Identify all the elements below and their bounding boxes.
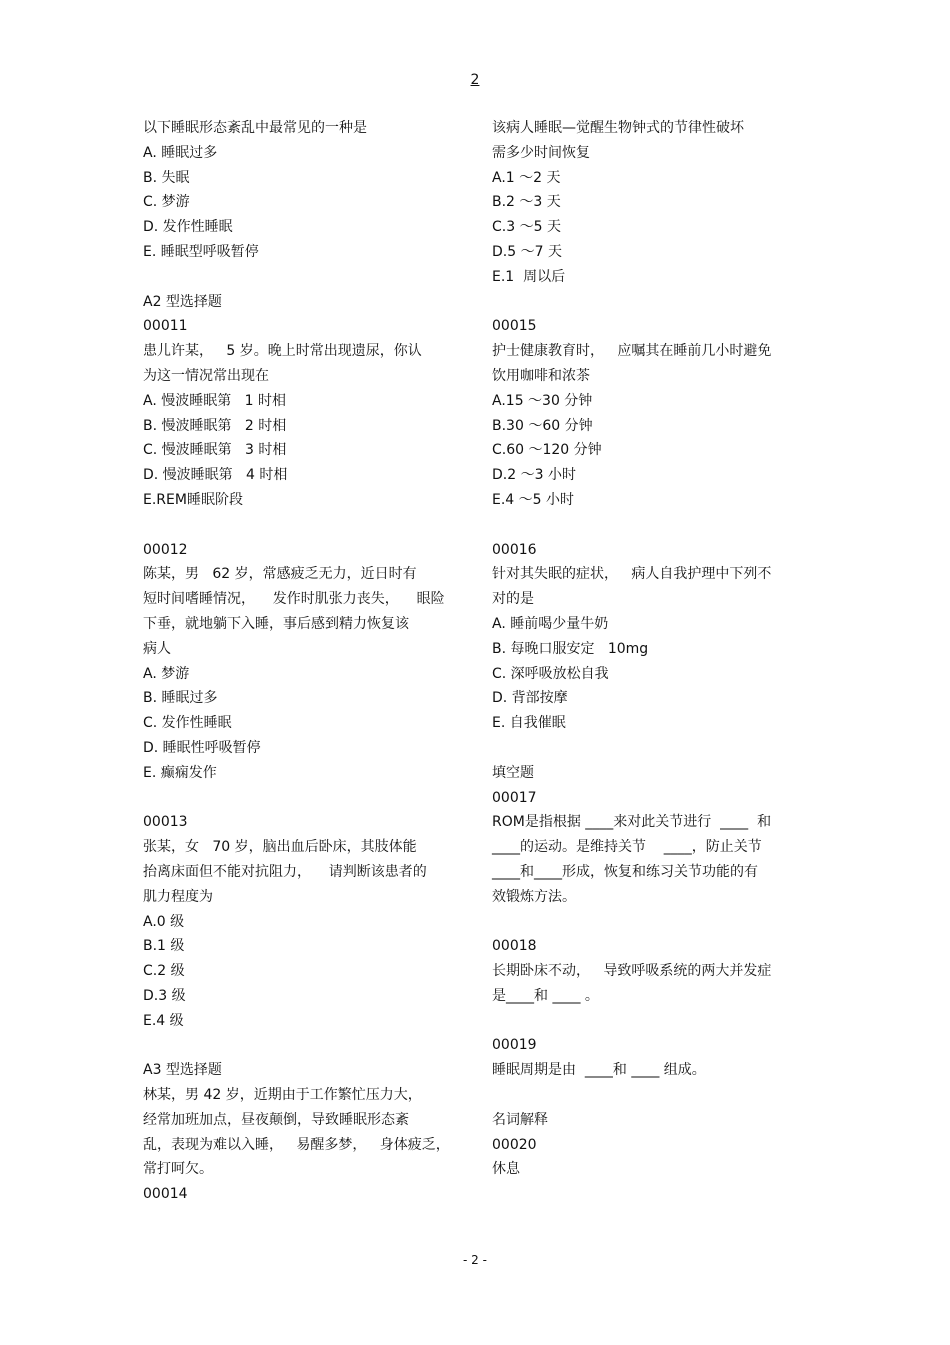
right-column-line: D.2 ～3 小时 <box>492 467 576 484</box>
left-column-line: A2 型选择题 <box>143 293 222 310</box>
left-column-line <box>143 513 463 538</box>
left-column-line: B. 睡眠过多 <box>143 690 218 707</box>
right-column-line: ROM是指根据 ____来对此关节进行 ____ 和 <box>492 814 772 831</box>
right-column-line: 效锻炼方法。 <box>492 888 576 905</box>
right-column-line: 休息 <box>492 1161 520 1178</box>
right-column-line: A. 睡前喝少量牛奶 <box>492 615 609 632</box>
page-number-top <box>0 70 950 90</box>
page-footer <box>0 1250 950 1270</box>
right-column-line: C.3 ～5 天 <box>492 219 561 236</box>
page-number-text: 2 <box>470 72 480 88</box>
right-column-line: B.30 ～60 分钟 <box>492 417 593 434</box>
left-column-line: E.4 级 <box>143 1012 184 1029</box>
right-column-line: 对的是 <box>492 591 534 608</box>
left-column-line: C.2 级 <box>143 963 185 980</box>
right-column-line: 护士健康教育时， 应嘱其在睡前几小时避免 <box>492 343 772 360</box>
left-column-line: D. 发作性睡眠 <box>143 219 233 236</box>
right-column-line: 00017 <box>492 789 537 806</box>
left-column-line <box>143 1033 463 1058</box>
left-column-line: 乱，表现为难以入睡， 易醒多梦， 身体疲乏， <box>143 1136 450 1153</box>
left-column-line: D. 睡眠性呼吸暂停 <box>143 739 261 756</box>
left-column-line: 00011 <box>143 318 188 335</box>
left-column-line <box>143 265 463 290</box>
left-column-line: E. 癫痫发作 <box>143 764 217 781</box>
right-column-line: 长期卧床不动， 导致呼吸系统的两大并发症 <box>492 963 772 980</box>
right-column-line: 是____和 ____ 。 <box>492 987 599 1004</box>
left-column-line: 为这一情况常出现在 <box>143 367 269 384</box>
left-column <box>143 116 463 1207</box>
left-column-line: 下垂，就地躺下入睡，事后感到精力恢复该 <box>143 615 409 632</box>
right-column-line: 睡眠周期是由 ____和 ____ 组成。 <box>492 1062 706 1079</box>
right-column-line: 该病人睡眠—觉醒生物钟式的节律性破坏 <box>492 120 744 136</box>
left-column-line: A. 睡眠过多 <box>143 144 218 161</box>
left-column-line: 00012 <box>143 541 188 558</box>
right-column-line: 00019 <box>492 1037 537 1054</box>
left-column-line <box>143 786 463 811</box>
left-column-line: 00014 <box>143 1186 188 1203</box>
footer-page-label: - 2 - <box>463 1253 487 1267</box>
right-column-line: 名词解释 <box>492 1111 548 1128</box>
right-column-line: D. 背部按摩 <box>492 690 568 707</box>
left-column-line: D. 慢波睡眠第 4 时相 <box>143 467 288 484</box>
right-column-line <box>492 1009 822 1034</box>
left-column-line: 患儿许某， 5 岁。晚上时常出现遗尿，你认 <box>143 343 422 360</box>
left-column-line: B. 失眠 <box>143 169 190 186</box>
left-column-line: D.3 级 <box>143 987 186 1004</box>
left-column-line: 常打呵欠。 <box>143 1161 213 1178</box>
left-column-line: A. 梦游 <box>143 665 190 682</box>
left-column-line: 肌力程度为 <box>143 888 213 905</box>
left-column-line: A. 慢波睡眠第 1 时相 <box>143 392 286 409</box>
right-column-line <box>492 910 822 935</box>
left-column-line: B. 慢波睡眠第 2 时相 <box>143 417 287 434</box>
right-column-line: 饮用咖啡和浓茶 <box>492 367 590 384</box>
left-column-line: 张某，女 70 岁，脑出血后卧床，其肢体能 <box>143 839 417 856</box>
right-column-line: C.60 ～120 分钟 <box>492 442 602 459</box>
left-column-line: 病人 <box>143 640 171 657</box>
left-column-line: C. 发作性睡眠 <box>143 715 232 732</box>
right-column-line: E.4 ～5 小时 <box>492 491 575 508</box>
right-column-line: E. 自我催眠 <box>492 715 566 732</box>
left-column-line: A3 型选择题 <box>143 1062 222 1079</box>
right-column-line: D.5 ～7 天 <box>492 243 562 260</box>
left-column-line: 陈某，男 62 岁，常感疲乏无力，近日时有 <box>143 566 417 583</box>
left-column-line: 林某，男 42 岁，近期由于工作繁忙压力大， <box>143 1087 422 1104</box>
right-column-line: A.15 ～30 分钟 <box>492 392 593 409</box>
right-column-line: 针对其失眠的症状， 病人自我护理中下列不 <box>492 566 772 583</box>
left-column-line: 经常加班加点，昼夜颠倒，导致睡眠形态紊 <box>143 1111 409 1128</box>
right-column-line: A.1 ～2 天 <box>492 169 561 186</box>
left-column-line: C. 慢波睡眠第 3 时相 <box>143 442 287 459</box>
right-column-line: 填空题 <box>492 764 534 781</box>
left-column-line: E.REM睡眠阶段 <box>143 491 243 508</box>
right-column-line: B. 每晚口服安定 10mg <box>492 640 649 657</box>
right-column-line <box>492 513 822 538</box>
left-column-line: E. 睡眠型呼吸暂停 <box>143 243 259 260</box>
right-column-line: 需多少时间恢复 <box>492 144 590 161</box>
right-column-line: 00020 <box>492 1136 537 1153</box>
right-column-line: C. 深呼吸放松自我 <box>492 665 609 682</box>
left-column-line: 00013 <box>143 814 188 831</box>
left-column-line: B.1 级 <box>143 938 185 955</box>
left-column-line: 短时间嗜睡情况， 发作时肌张力丧失， 眼险 <box>143 591 445 608</box>
right-column-line: 00016 <box>492 541 537 558</box>
left-column-line: 抬离床面但不能对抗阻力， 请判断该患者的 <box>143 863 427 880</box>
right-column-line: 00015 <box>492 318 537 335</box>
left-column-line: C. 梦游 <box>143 194 190 211</box>
right-column-line: E.1 周以后 <box>492 268 566 285</box>
right-column-line: 00018 <box>492 938 537 955</box>
right-column <box>492 116 822 1182</box>
right-column-line <box>492 1083 822 1108</box>
right-column-line: B.2 ～3 天 <box>492 194 561 211</box>
left-column-line: 以下睡眠形态紊乱中最常见的一种是 <box>143 120 367 136</box>
right-column-line: ____的运动。是维持关节 ____，防止关节 <box>492 839 762 856</box>
right-column-line <box>492 290 822 315</box>
right-column-line: ____和____形成，恢复和练习关节功能的有 <box>492 863 758 880</box>
left-column-line: A.0 级 <box>143 913 185 930</box>
right-column-line <box>492 736 822 761</box>
